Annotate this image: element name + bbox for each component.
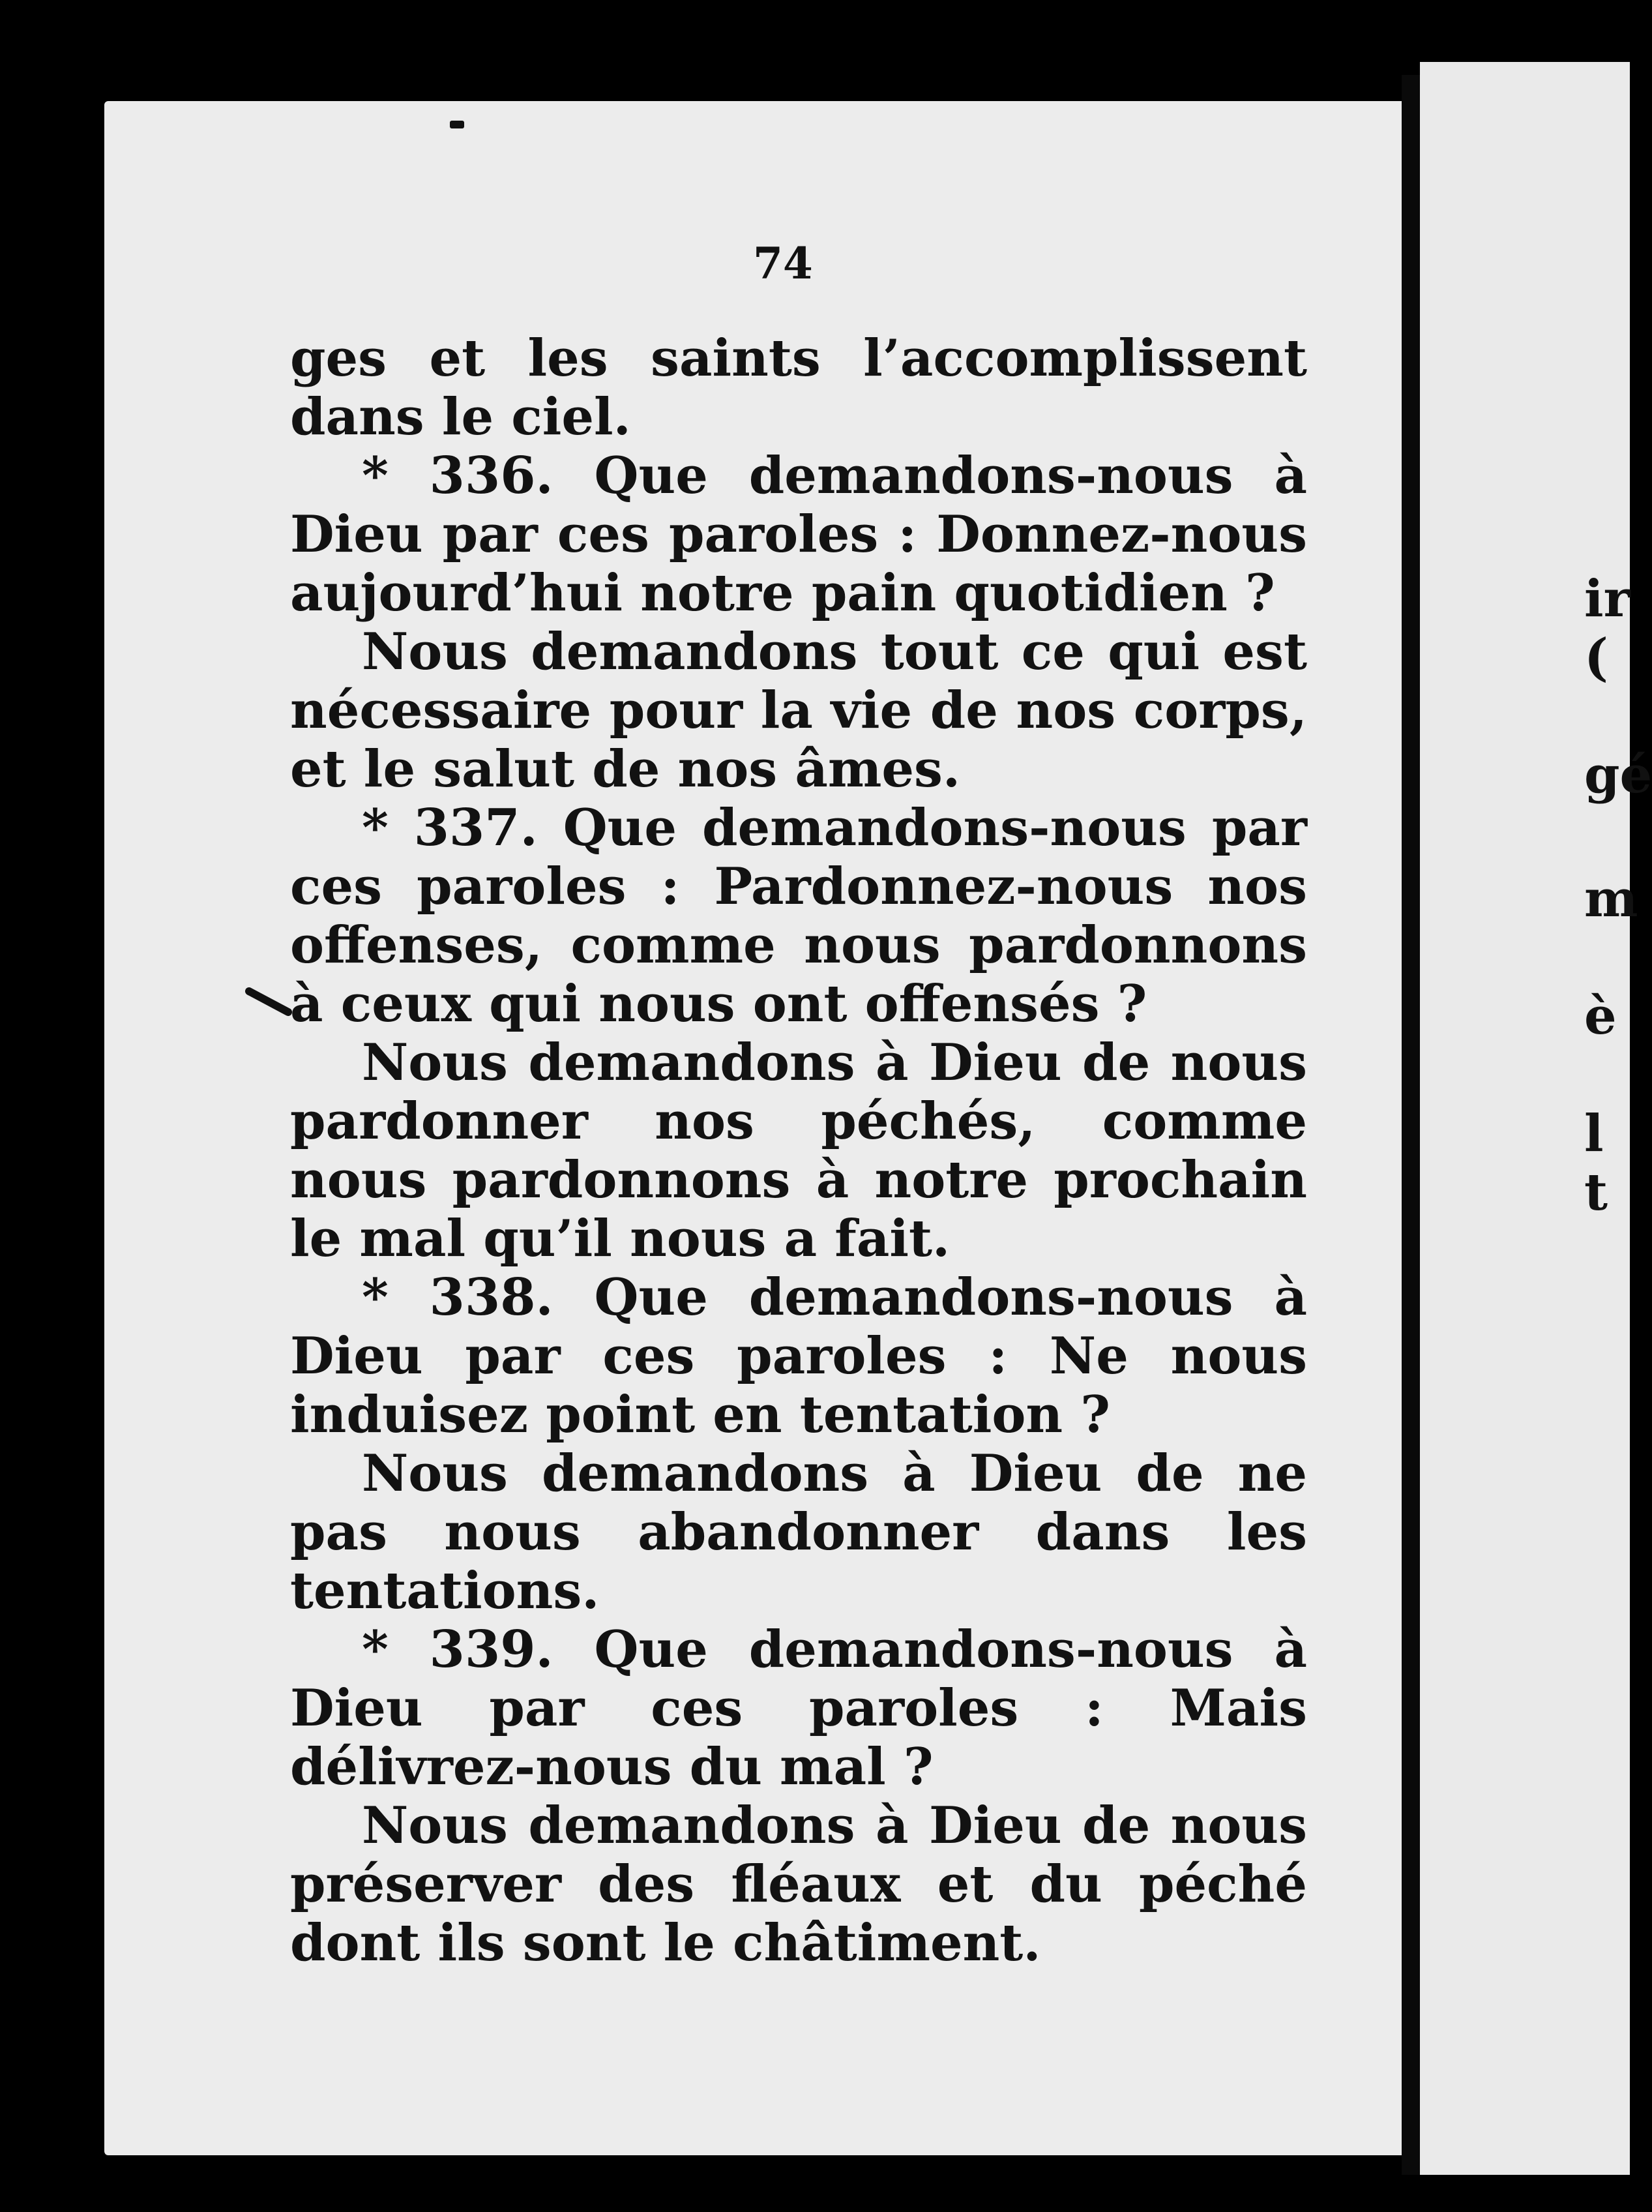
answer-336: Nous demandons tout ce qui est nécessaire pour la vie de nos corps, et le salut de nos âmes. (290, 622, 1307, 799)
question-338: * 338. Que demandons-nous à Dieu par ces paroles : Ne nous induisez point en tentation ? (290, 1268, 1307, 1444)
page-text (290, 329, 1307, 1973)
answer-337: Nous demandons à Dieu de nous pardonner nos péchés, comme nous pardonnons à notre prochain le mal qu’il nous a fait. (290, 1033, 1307, 1268)
facing-fragment: m (1584, 869, 1638, 929)
ink-speck (450, 121, 464, 128)
facing-fragment: è (1584, 987, 1617, 1046)
question-337: * 337. Que demandons-nous par ces paroles : Pardonnez-nous nos offenses, comme nous pardonnons à ceux qui nous ont offensés ? (290, 798, 1307, 1034)
question-339: * 339. Que demandons-nous à Dieu par ces paroles : Mais délivrez-nous du mal ? (290, 1620, 1307, 1797)
facing-fragment: ir (1584, 569, 1630, 629)
facing-fragment: ( (1584, 628, 1608, 687)
facing-fragment: l (1584, 1104, 1604, 1163)
facing-fragment: gé (1584, 745, 1652, 805)
answer-339: Nous demandons à Dieu de nous préserver des fléaux et du péché dont ils sont le châtiment. (290, 1796, 1307, 1973)
page-number: 74 (753, 238, 813, 289)
paragraph-continuation: ges et les saints l’accomplissent dans le ciel. (290, 329, 1307, 447)
answer-338: Nous demandons à Dieu de ne pas nous abandonner dans les tentations. (290, 1444, 1307, 1621)
facing-fragment: t (1584, 1163, 1608, 1222)
question-336: * 336. Que demandons-nous à Dieu par ces paroles : Donnez-nous aujourd’hui notre pain quotidien ? (290, 446, 1307, 623)
book-gutter (1402, 75, 1420, 2175)
